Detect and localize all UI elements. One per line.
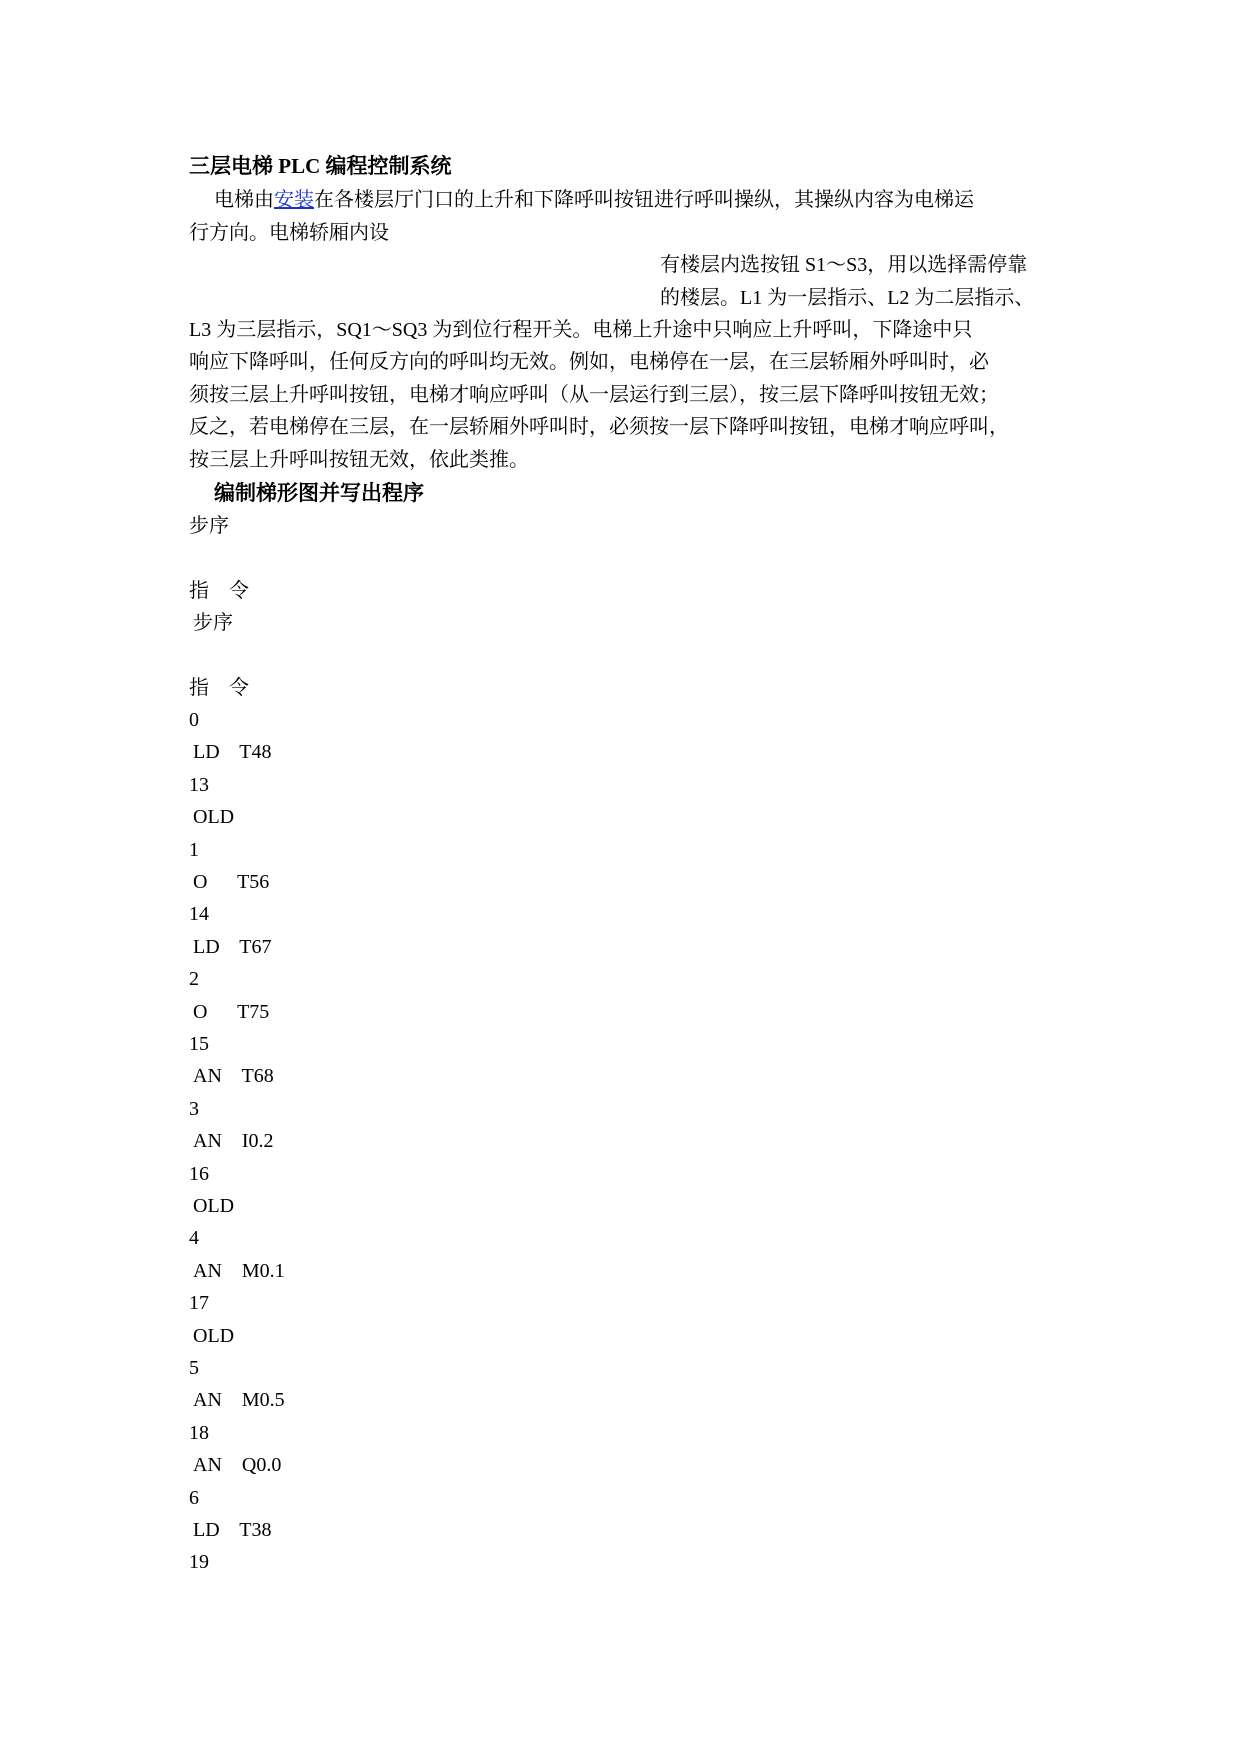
program-step-number: 18	[189, 1422, 209, 1444]
intro-line-4: 的楼层。L1 为一层指示、L2 为二层指示、	[660, 287, 1035, 309]
program-instruction: O T56	[193, 871, 270, 893]
program-step-number: 13	[189, 774, 209, 796]
program-step-number: 4	[189, 1227, 199, 1249]
program-instruction: OLD	[193, 806, 235, 828]
intro-line-1	[214, 188, 974, 212]
intro-text: 在各楼层厅门口的上升和下降呼叫按钮进行呼叫操纵，其操纵内容为电梯运	[314, 189, 974, 211]
intro-line-6: 响应下降呼叫，任何反方向的呼叫均无效。例如，电梯停在一层，在三层轿厢外呼叫时，必	[189, 351, 989, 373]
program-step-number: 5	[189, 1357, 199, 1379]
program-step-number: 16	[189, 1163, 209, 1185]
program-step-number: 19	[189, 1551, 209, 1573]
intro-line-5: L3 为三层指示，SQ1～SQ3 为到位行程开关。电梯上升途中只响应上升呼叫，下降途中只	[189, 319, 973, 341]
program-step-number: 17	[189, 1292, 209, 1314]
instruction-header: 指 令	[189, 580, 249, 602]
program-instruction: LD T48	[193, 741, 272, 763]
program-step-number: 6	[189, 1487, 199, 1509]
program-step-number: 14	[189, 903, 209, 925]
intro-line-2: 行方向。电梯轿厢内设	[189, 222, 389, 244]
program-step-number: 1	[189, 839, 199, 861]
intro-line-9: 按三层上升呼叫按钮无效，依此类推。	[189, 449, 529, 471]
instruction-header: 指 令	[189, 677, 249, 699]
program-subheading: 编制梯形图并写出程序	[214, 481, 424, 505]
program-instruction: OLD	[193, 1195, 235, 1217]
intro-text: 电梯由	[214, 189, 274, 211]
program-instruction: AN T68	[193, 1065, 274, 1087]
program-instruction: LD T38	[193, 1519, 272, 1541]
program-step-number: 15	[189, 1033, 209, 1055]
intro-line-8: 反之，若电梯停在三层，在一层轿厢外呼叫时，必须按一层下降呼叫按钮，电梯才响应呼叫，	[189, 416, 1009, 438]
intro-line-3: 有楼层内选按钮 S1～S3，用以选择需停靠	[660, 254, 1028, 276]
program-step-number: 0	[189, 709, 199, 731]
program-step-number: 3	[189, 1098, 199, 1120]
document-title: 三层电梯 PLC 编程控制系统	[189, 154, 452, 178]
program-instruction: AN M0.5	[193, 1389, 285, 1411]
intro-line-7: 须按三层上升呼叫按钮，电梯才响应呼叫（从一层运行到三层），按三层下降呼叫按钮无效；	[189, 384, 999, 406]
step-header: 步序	[193, 612, 233, 634]
program-instruction: AN M0.1	[193, 1260, 285, 1282]
program-instruction: LD T67	[193, 936, 272, 958]
program-instruction: AN Q0.0	[193, 1454, 282, 1476]
install-link[interactable]: 安装	[274, 189, 314, 211]
program-instruction: AN I0.2	[193, 1130, 274, 1152]
program-instruction: O T75	[193, 1001, 270, 1023]
step-header: 步序	[189, 515, 229, 537]
program-instruction: OLD	[193, 1325, 235, 1347]
program-step-number: 2	[189, 968, 199, 990]
